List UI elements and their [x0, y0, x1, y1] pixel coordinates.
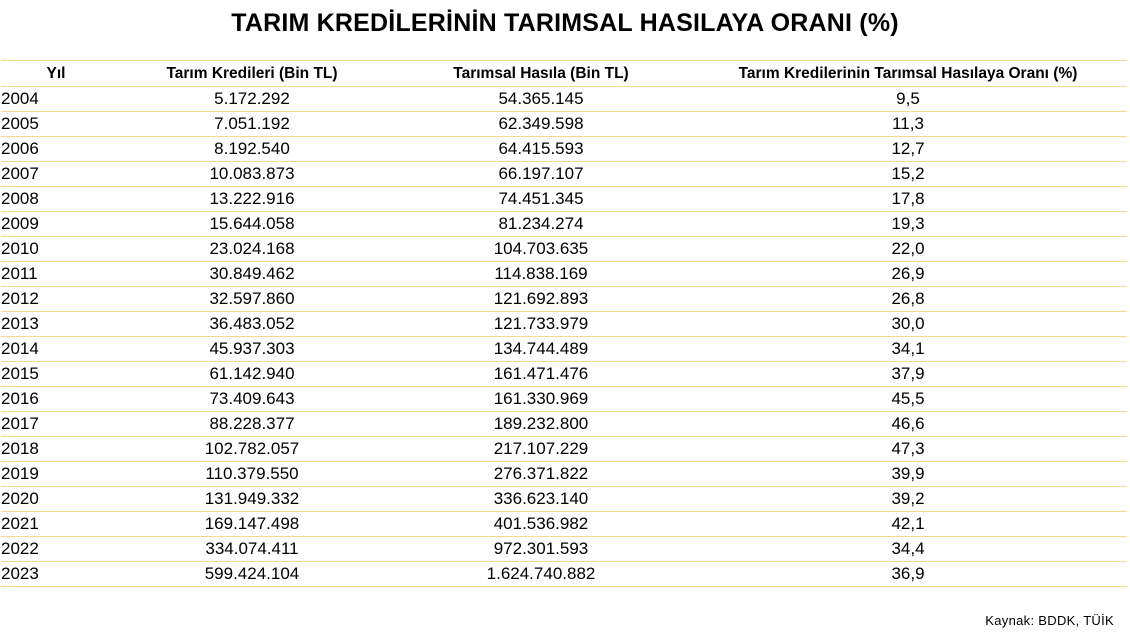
cell-year: 2005 [1, 112, 111, 137]
cell-agricultural-output: 1.624.740.882 [393, 562, 689, 587]
table-row [1, 437, 1127, 462]
cell-agricultural-output: 336.623.140 [393, 487, 689, 512]
cell-agricultural-credits: 23.024.168 [111, 237, 393, 262]
credit-ratio-table [1, 60, 1127, 587]
table-row [1, 162, 1127, 187]
cell-agricultural-output: 64.415.593 [393, 137, 689, 162]
cell-credit-to-output-ratio: 30,0 [689, 312, 1127, 337]
cell-credit-to-output-ratio: 47,3 [689, 437, 1127, 462]
table-row [1, 462, 1127, 487]
table-row [1, 112, 1127, 137]
cell-agricultural-output: 114.838.169 [393, 262, 689, 287]
table-row [1, 212, 1127, 237]
table-row [1, 562, 1127, 587]
cell-year: 2017 [1, 412, 111, 437]
table-row [1, 412, 1127, 437]
cell-year: 2015 [1, 362, 111, 387]
cell-credit-to-output-ratio: 12,7 [689, 137, 1127, 162]
cell-credit-to-output-ratio: 36,9 [689, 562, 1127, 587]
cell-year: 2014 [1, 337, 111, 362]
cell-agricultural-output: 121.733.979 [393, 312, 689, 337]
cell-agricultural-credits: 36.483.052 [111, 312, 393, 337]
table-row [1, 337, 1127, 362]
cell-credit-to-output-ratio: 39,9 [689, 462, 1127, 487]
cell-agricultural-output: 189.232.800 [393, 412, 689, 437]
cell-credit-to-output-ratio: 39,2 [689, 487, 1127, 512]
cell-year: 2019 [1, 462, 111, 487]
cell-agricultural-credits: 131.949.332 [111, 487, 393, 512]
cell-credit-to-output-ratio: 42,1 [689, 512, 1127, 537]
cell-agricultural-credits: 15.644.058 [111, 212, 393, 237]
cell-agricultural-credits: 32.597.860 [111, 287, 393, 312]
table-row [1, 287, 1127, 312]
cell-year: 2016 [1, 387, 111, 412]
cell-agricultural-output: 276.371.822 [393, 462, 689, 487]
header-agricultural-output: Tarımsal Hasıla (Bin TL) [393, 61, 689, 87]
cell-year: 2004 [1, 87, 111, 112]
table-row [1, 362, 1127, 387]
cell-year: 2006 [1, 137, 111, 162]
cell-agricultural-credits: 30.849.462 [111, 262, 393, 287]
cell-agricultural-output: 972.301.593 [393, 537, 689, 562]
table-row [1, 187, 1127, 212]
cell-agricultural-credits: 102.782.057 [111, 437, 393, 462]
cell-agricultural-output: 81.234.274 [393, 212, 689, 237]
cell-year: 2020 [1, 487, 111, 512]
cell-credit-to-output-ratio: 26,8 [689, 287, 1127, 312]
cell-year: 2011 [1, 262, 111, 287]
cell-agricultural-credits: 88.228.377 [111, 412, 393, 437]
cell-agricultural-credits: 110.379.550 [111, 462, 393, 487]
cell-credit-to-output-ratio: 34,4 [689, 537, 1127, 562]
table-header-row [1, 61, 1127, 87]
cell-credit-to-output-ratio: 34,1 [689, 337, 1127, 362]
table-row [1, 262, 1127, 287]
cell-credit-to-output-ratio: 11,3 [689, 112, 1127, 137]
cell-year: 2021 [1, 512, 111, 537]
cell-credit-to-output-ratio: 37,9 [689, 362, 1127, 387]
cell-year: 2009 [1, 212, 111, 237]
cell-credit-to-output-ratio: 22,0 [689, 237, 1127, 262]
cell-agricultural-credits: 334.074.411 [111, 537, 393, 562]
table-row [1, 87, 1127, 112]
cell-credit-to-output-ratio: 45,5 [689, 387, 1127, 412]
cell-agricultural-output: 401.536.982 [393, 512, 689, 537]
cell-credit-to-output-ratio: 17,8 [689, 187, 1127, 212]
cell-credit-to-output-ratio: 26,9 [689, 262, 1127, 287]
table-row [1, 237, 1127, 262]
cell-agricultural-output: 62.349.598 [393, 112, 689, 137]
cell-year: 2013 [1, 312, 111, 337]
page-title: TARIM KREDİLERİNİN TARIMSAL HASILAYA ORANI (%) [231, 9, 899, 37]
table-row [1, 387, 1127, 412]
table-row [1, 487, 1127, 512]
cell-agricultural-credits: 61.142.940 [111, 362, 393, 387]
cell-agricultural-output: 54.365.145 [393, 87, 689, 112]
cell-agricultural-output: 134.744.489 [393, 337, 689, 362]
cell-credit-to-output-ratio: 15,2 [689, 162, 1127, 187]
cell-agricultural-credits: 13.222.916 [111, 187, 393, 212]
table-row [1, 537, 1127, 562]
cell-year: 2022 [1, 537, 111, 562]
header-agricultural-credits: Tarım Kredileri (Bin TL) [111, 61, 393, 87]
cell-agricultural-credits: 169.147.498 [111, 512, 393, 537]
cell-agricultural-output: 104.703.635 [393, 237, 689, 262]
cell-year: 2023 [1, 562, 111, 587]
cell-credit-to-output-ratio: 9,5 [689, 87, 1127, 112]
cell-agricultural-credits: 10.083.873 [111, 162, 393, 187]
cell-agricultural-credits: 8.192.540 [111, 137, 393, 162]
cell-agricultural-output: 161.471.476 [393, 362, 689, 387]
cell-credit-to-output-ratio: 46,6 [689, 412, 1127, 437]
source-note: Kaynak: BDDK, TÜİK [985, 613, 1114, 628]
table-row [1, 137, 1127, 162]
table-row [1, 312, 1127, 337]
cell-agricultural-credits: 73.409.643 [111, 387, 393, 412]
cell-year: 2010 [1, 237, 111, 262]
table-row [1, 512, 1127, 537]
cell-agricultural-credits: 7.051.192 [111, 112, 393, 137]
cell-agricultural-credits: 45.937.303 [111, 337, 393, 362]
cell-year: 2018 [1, 437, 111, 462]
table-body [1, 87, 1127, 587]
cell-agricultural-output: 217.107.229 [393, 437, 689, 462]
cell-agricultural-output: 74.451.345 [393, 187, 689, 212]
cell-agricultural-output: 121.692.893 [393, 287, 689, 312]
cell-agricultural-output: 161.330.969 [393, 387, 689, 412]
cell-agricultural-output: 66.197.107 [393, 162, 689, 187]
cell-year: 2012 [1, 287, 111, 312]
cell-agricultural-credits: 5.172.292 [111, 87, 393, 112]
cell-year: 2007 [1, 162, 111, 187]
header-credit-to-output-ratio: Tarım Kredilerinin Tarımsal Hasılaya Oranı (%) [689, 61, 1127, 87]
cell-agricultural-credits: 599.424.104 [111, 562, 393, 587]
cell-credit-to-output-ratio: 19,3 [689, 212, 1127, 237]
cell-year: 2008 [1, 187, 111, 212]
header-year: Yıl [1, 61, 111, 87]
